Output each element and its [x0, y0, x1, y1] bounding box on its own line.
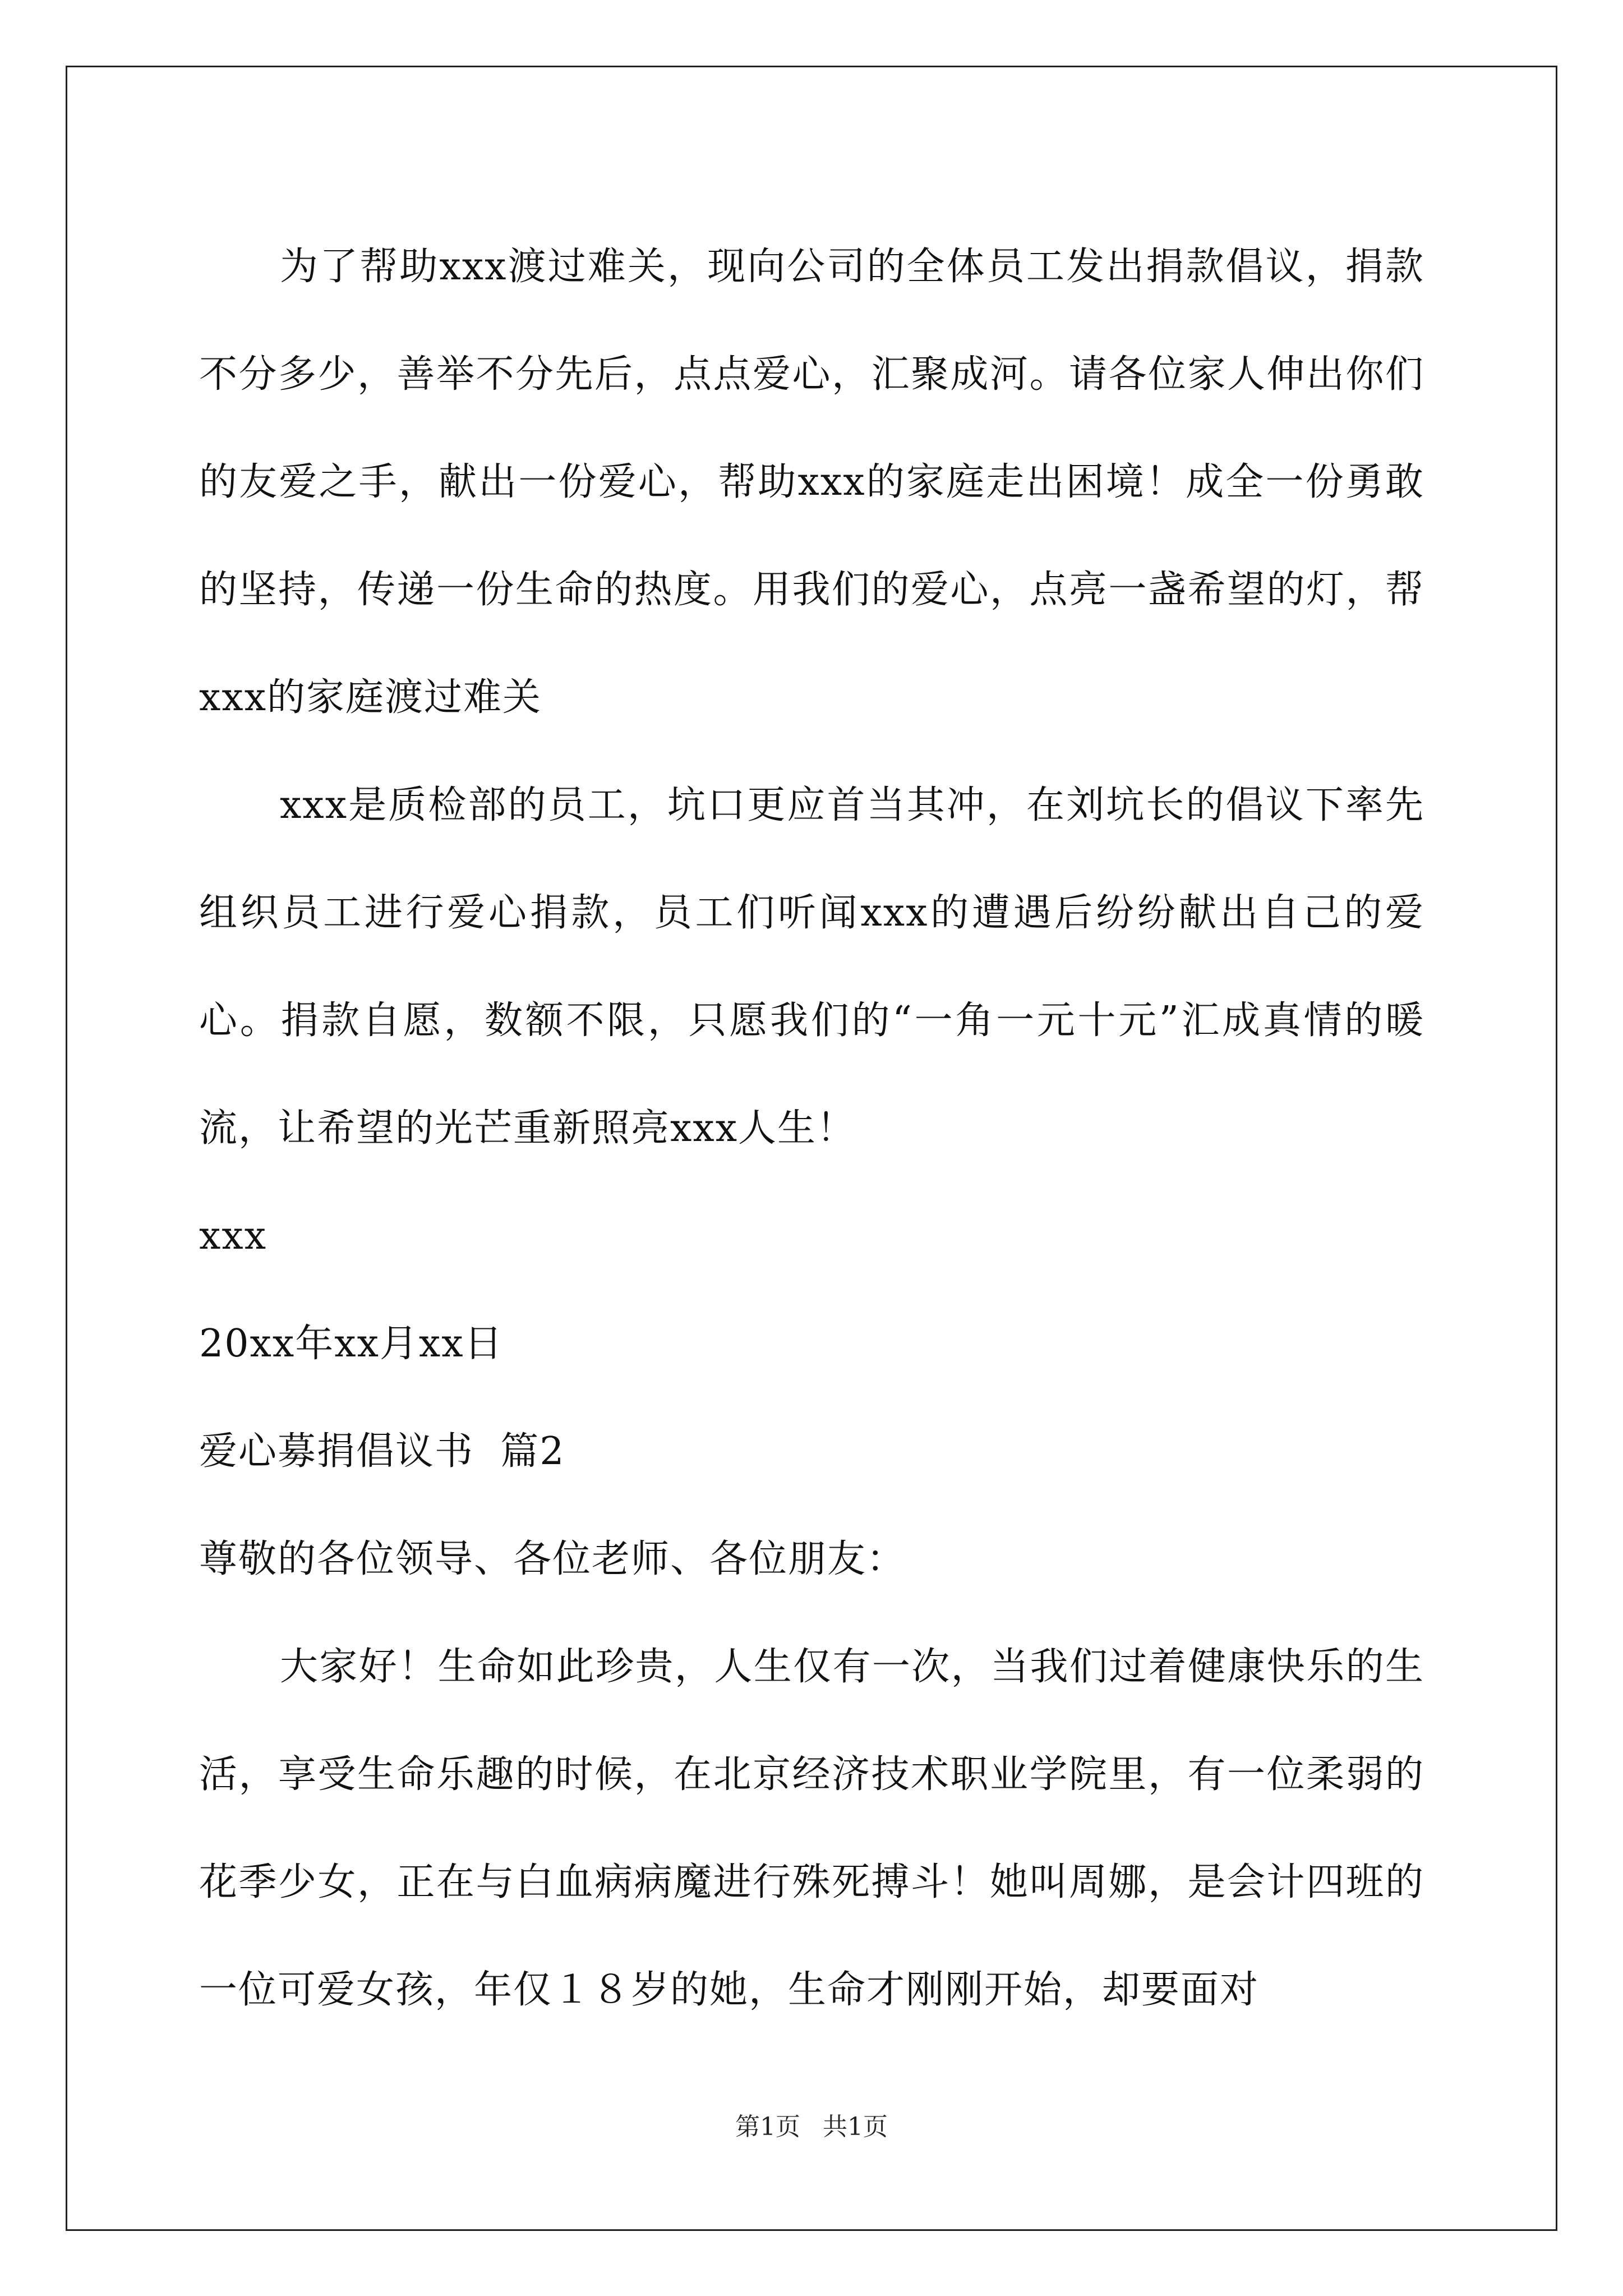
- paragraph-department: xxx是质检部的员工，坑口更应首当其冲，在刘坑长的倡议下率先组织员工进行爱心捐款，员工们听闻xxx的遭遇后纷纷献出自己的爱心。捐款自愿，数额不限，只愿我们的“一角一元十元”汇成真情的暖流，让希望的光芒重新照亮xxx人生！: [199, 783, 1424, 1151]
- paragraph-appeal: 为了帮助xxx渡过难关，现向公司的全体员工发出捐款倡议，捐款不分多少，善举不分先后，点点爱心，汇聚成河。请各位家人伸出你们的友爱之手，献出一份爱心，帮助xxx的家庭走出困境！成全一份勇敢的坚持，传递一份生命的热度。用我们的爱心，点亮一盏希望的灯，帮xxx的家庭渡过难关: [199, 245, 1424, 720]
- paragraph-greeting: 大家好！生命如此珍贵，人生仅有一次，当我们过着健康快乐的生活，享受生命乐趣的时候，在北京经济技术职业学院里，有一位柔弱的花季少女，正在与白血病病魔进行殊死搏斗！她叫周娜，是会计四班的一位可爱女孩，年仅１８岁的她，生命才刚刚开始，却要面对: [199, 1645, 1424, 2012]
- page-number: 第1页: [735, 2113, 800, 2141]
- section-title: 爱心募捐倡议书 篇2: [199, 1429, 565, 1474]
- salutation: 尊敬的各位领导、各位老师、各位朋友：: [199, 1537, 906, 1581]
- page-footer: [0, 2106, 1623, 2142]
- signature: xxx: [199, 1214, 268, 1258]
- date-line: 20xx年xx月xx日: [199, 1322, 504, 1366]
- page-total: 共1页: [823, 2113, 888, 2141]
- document-body: [199, 213, 1424, 2044]
